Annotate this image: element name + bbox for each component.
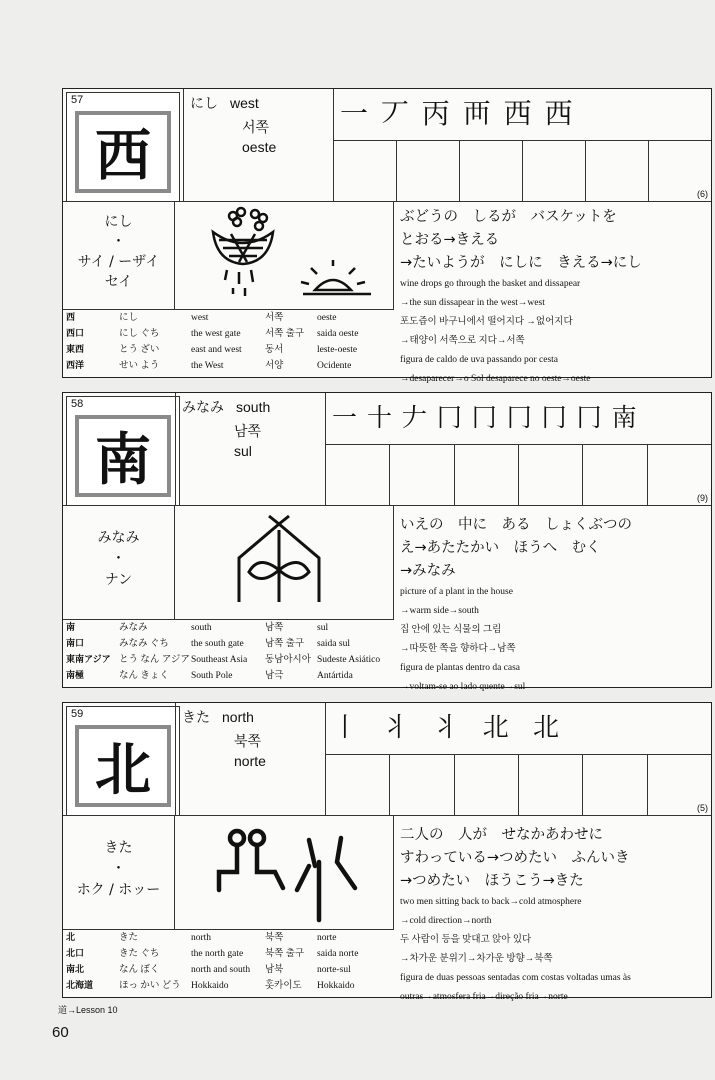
stroke-order: 丨 丬 丬 北 北 — [326, 703, 711, 755]
practice-grid — [326, 445, 711, 505]
vocab-row: 北海道 ほっ かい どう Hokkaido 홋카이도 Hokkaido — [66, 981, 355, 991]
portuguese-meaning: sul — [234, 443, 252, 459]
story-line: とおる→きえる — [400, 232, 500, 248]
korean-meaning: 북쪽 — [234, 733, 262, 749]
reading-line: セイ — [104, 274, 133, 290]
stroke-order-area — [333, 89, 711, 201]
story-translation: wine drops go through the basket and dissapear — [400, 279, 581, 289]
story-translation: →desaparecer→o Sol desaparece no oeste→oeste — [400, 374, 591, 384]
story-translation: →the sun dissapear in the west→west — [400, 298, 545, 308]
kun-reading: みなみ — [182, 399, 224, 415]
reading-line: きた — [104, 840, 133, 856]
kanji-character: 西 — [75, 111, 171, 193]
story-translation: figura de duas pessoas sentadas com costas voltadas umas às — [400, 973, 631, 983]
vocab-row: 南 みなみ south 남쪽 sul — [66, 623, 329, 633]
story-line: →みなみ — [400, 563, 456, 579]
story-translation: figura de caldo de uva passando por cesta — [400, 355, 559, 365]
stroke-order: 一 丆 丙 襾 西 西 — [334, 89, 711, 141]
story-translation: picture of a plant in the house — [400, 587, 513, 597]
reading-line: ホク / ホッー — [76, 882, 161, 898]
kanji-box — [66, 92, 180, 202]
mnemonic-story — [393, 202, 711, 384]
reading-line: ・ — [111, 234, 126, 250]
kanji-card-59 — [62, 702, 712, 1002]
readings — [63, 816, 175, 930]
kun-reading: にし — [190, 95, 218, 111]
vocab-row: 西 にし west 서쪽 oeste — [66, 313, 337, 323]
korean-meaning: 서쪽 — [242, 119, 270, 135]
vocab-row: 西口 にし ぐち the west gate 서쪽 출구 saida oeste — [66, 329, 359, 339]
vocabulary-table — [63, 309, 393, 377]
portuguese-meaning: norte — [234, 753, 266, 769]
reading-line: ・ — [111, 861, 126, 877]
stroke-order: 一 十 𠂇 冂 冂 冂 冂 冂 南 — [326, 393, 711, 445]
reading-line: ナン — [104, 572, 133, 588]
practice-grid — [334, 141, 711, 201]
story-translation: figura de plantas dentro da casa — [400, 663, 521, 673]
story-line: え→あたたかい ほうへ むく — [400, 540, 601, 556]
story-translation: two men sitting back to back→cold atmosphere — [400, 897, 582, 907]
mnemonic-story — [393, 506, 711, 692]
kanji-box — [66, 706, 180, 816]
meaning-box — [175, 703, 325, 815]
vocab-row: 南極 なん きょく South Pole 남극 Antártida — [66, 671, 353, 681]
kanji-number: 57 — [71, 94, 84, 106]
vocab-row: 北口 きた ぐち the north gate 북쪽 출구 saida norte — [66, 949, 359, 959]
reading-line: ・ — [111, 551, 126, 567]
reading-line: みなみ — [97, 530, 140, 546]
kanji-card-57 — [62, 88, 712, 384]
reading-line: サイ / ーザイ — [77, 254, 160, 270]
vocabulary-table — [63, 619, 393, 687]
kanji-number: 59 — [71, 708, 84, 720]
english-meaning: north — [222, 709, 254, 725]
stroke-order-area — [325, 703, 711, 815]
mnemonic-illustration — [175, 202, 387, 310]
vocabulary-table — [63, 929, 393, 997]
kun-reading: きた — [182, 709, 210, 725]
story-translation: 집 안에 있는 식물의 그림 — [400, 625, 502, 635]
english-meaning: south — [236, 399, 271, 415]
kanji-card-58 — [62, 392, 712, 692]
story-translation: →태양이 서쪽으로 지다→서쪽 — [400, 336, 525, 346]
meaning-box — [175, 393, 325, 505]
story-translation: →warm side→south — [400, 606, 479, 616]
kanji-character: 南 — [75, 415, 171, 497]
vocab-row: 北 きた north 북쪽 norte — [66, 933, 337, 943]
vocab-row: 西洋 せい よう the West 서양 Ocidente — [66, 361, 352, 371]
vocab-row: 東南アジア とう なん アジア Southeast Asia 동남아시아 Sudeste Asiático — [66, 655, 381, 665]
vocab-row: 南北 なん ぼく north and south 남북 norte-sul — [66, 965, 351, 975]
story-translation: 포도즙이 바구니에서 떨어지다 →없어지다 — [400, 317, 573, 327]
portuguese-meaning: oeste — [242, 139, 277, 155]
vocab-row: 南口 みなみ ぐち the south gate 남쪽 출구 saida sul — [66, 639, 350, 649]
story-line: いえの 中に ある しょくぶつの — [400, 517, 632, 533]
story-line: →たいようが にしに きえる→にし — [400, 255, 642, 271]
stroke-count: (5) — [697, 803, 708, 813]
stroke-count: (6) — [697, 189, 708, 199]
korean-meaning: 남쪽 — [234, 423, 262, 439]
story-line: 二人の 人が せなかあわせに — [400, 827, 603, 843]
story-translation: outras→atmosfera fria→direção fria→norte — [400, 992, 568, 1002]
story-translation: →따뜻한 쪽을 향하다→남쪽 — [400, 644, 516, 654]
lesson-reference: 道→Lesson 10 — [58, 1005, 118, 1015]
story-translation: →voltam-se ao lado quente→sul — [400, 682, 526, 692]
kanji-box — [66, 396, 180, 506]
practice-grid — [326, 755, 711, 815]
mnemonic-illustration — [175, 506, 387, 620]
english-meaning: west — [230, 95, 259, 111]
stroke-order-area — [325, 393, 711, 505]
kanji-number: 58 — [71, 398, 84, 410]
kanji-character: 北 — [75, 725, 171, 807]
meaning-box — [183, 89, 333, 201]
mnemonic-illustration — [175, 816, 387, 930]
stroke-count: (9) — [697, 493, 708, 503]
readings — [63, 202, 175, 310]
story-translation: 두 사람이 등을 맞대고 앉아 있다 — [400, 935, 532, 945]
reading-line: にし — [104, 214, 133, 230]
readings — [63, 506, 175, 620]
story-line: →つめたい ほうこう→きた — [400, 873, 584, 889]
story-translation: →cold direction→north — [400, 916, 492, 926]
story-line: すわっている→つめたい ふんいき — [400, 850, 630, 866]
vocab-row: 東西 とう ざい east and west 동서 leste-oeste — [66, 345, 358, 355]
page-number: 60 — [52, 1024, 69, 1041]
mnemonic-story — [393, 816, 711, 1002]
story-translation: →차가운 분위기→차가운 방향→북쪽 — [400, 954, 553, 964]
story-line: ぶどうの しるが バスケットを — [400, 209, 617, 225]
